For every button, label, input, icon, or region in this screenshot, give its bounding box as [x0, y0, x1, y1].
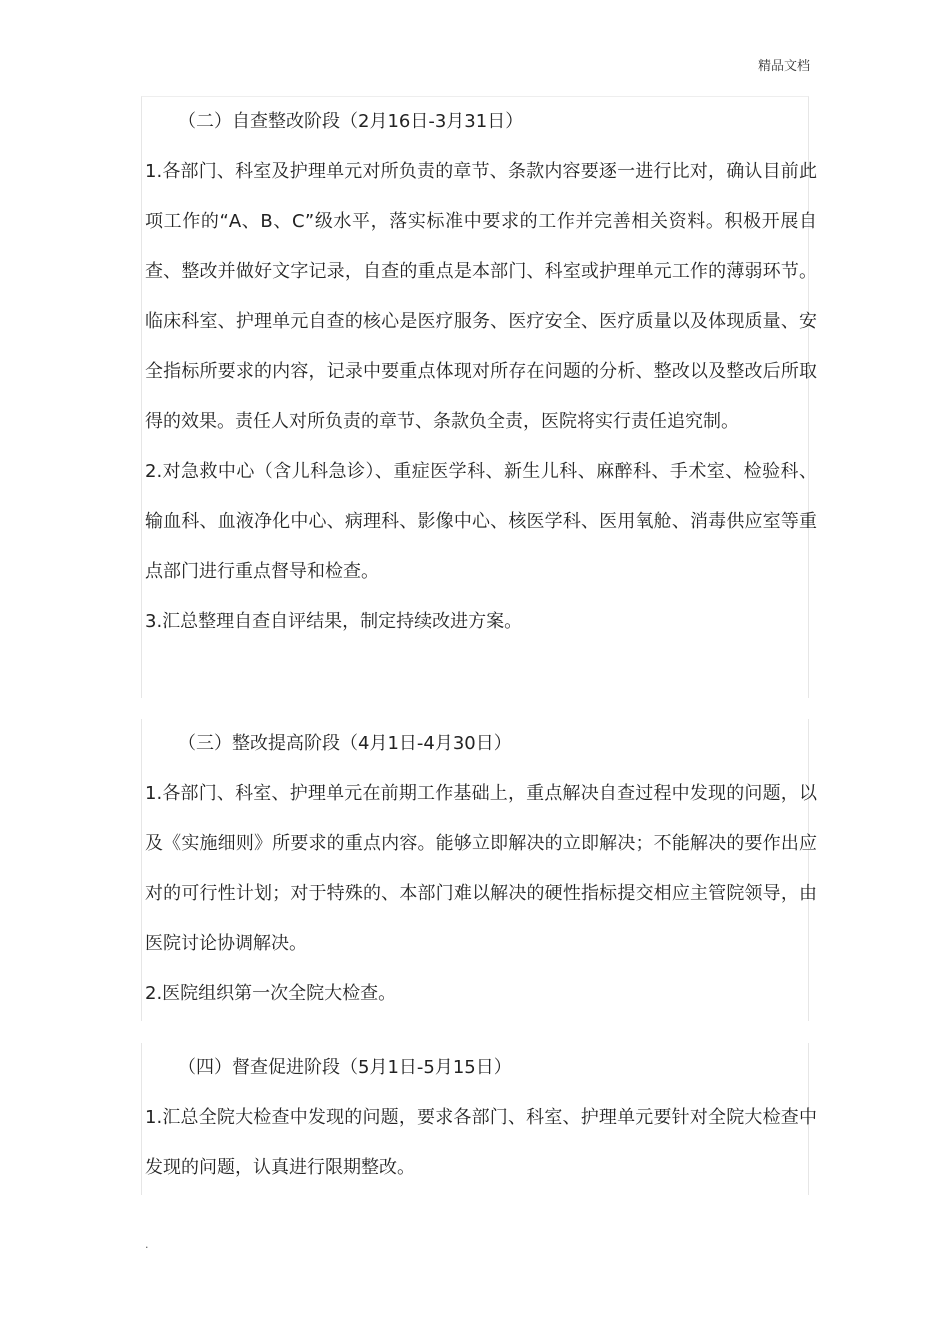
paragraph: 2.对急救中心（含儿科急诊）、重症医学科、新生儿科、麻醉科、手术室、检验科、输血科、血液净化中心、病理科、影像中心、核医学科、医用氧舱、消毒供应室等重点部门进行重点督导和检查。 [145, 461, 817, 582]
paragraph: 1.各部门、科室及护理单元对所负责的章节、条款内容要逐一进行比对，确认目前此项工作的“A、B、C”级水平，落实标准中要求的工作并完善相关资料。积极开展自查、整改并做好文字记录，自查的重点是本部门、科室或护理单元工作的薄弱环节。临床科室、护理单元自查的核心是医疗服务、医疗安全、医疗质量以及体现质量、安全指标所要求的内容，记录中要重点体现对所存在问题的分析、整改以及整改后所取得的效果。责任人对所负责的章节、条款负全责，医院将实行责任追究制。 [145, 161, 817, 432]
section-self-inspection [141, 96, 817, 698]
section-rectification [141, 719, 817, 1021]
footer-mark: . [145, 1238, 149, 1251]
paragraph: 3.汇总整理自查自评结果，制定持续改进方案。 [145, 611, 523, 632]
paragraph: 1.汇总全院大检查中发现的问题，要求各部门、科室、护理单元要针对全院大检查中发现的问题，认真进行限期整改。 [145, 1107, 817, 1178]
header-tag: 精品文档 [757, 59, 810, 74]
paragraph: 1.各部门、科室、护理单元在前期工作基础上，重点解决自查过程中发现的问题，以及《实施细则》所要求的重点内容。能够立即解决的立即解决；不能解决的要作出应对的可行性计划；对于特殊的、本部门难以解决的硬性指标提交相应主管院领导，由医院讨论协调解决。 [145, 783, 817, 954]
section-heading: （三）整改提高阶段（4月1日-4月30日） [178, 733, 512, 754]
section-supervision [141, 1043, 817, 1195]
paragraph: 2.医院组织第一次全院大检查。 [145, 983, 397, 1004]
section-heading: （二）自查整改阶段（2月16日-3月31日） [178, 111, 524, 132]
section-heading: （四）督查促进阶段（5月1日-5月15日） [178, 1057, 512, 1078]
